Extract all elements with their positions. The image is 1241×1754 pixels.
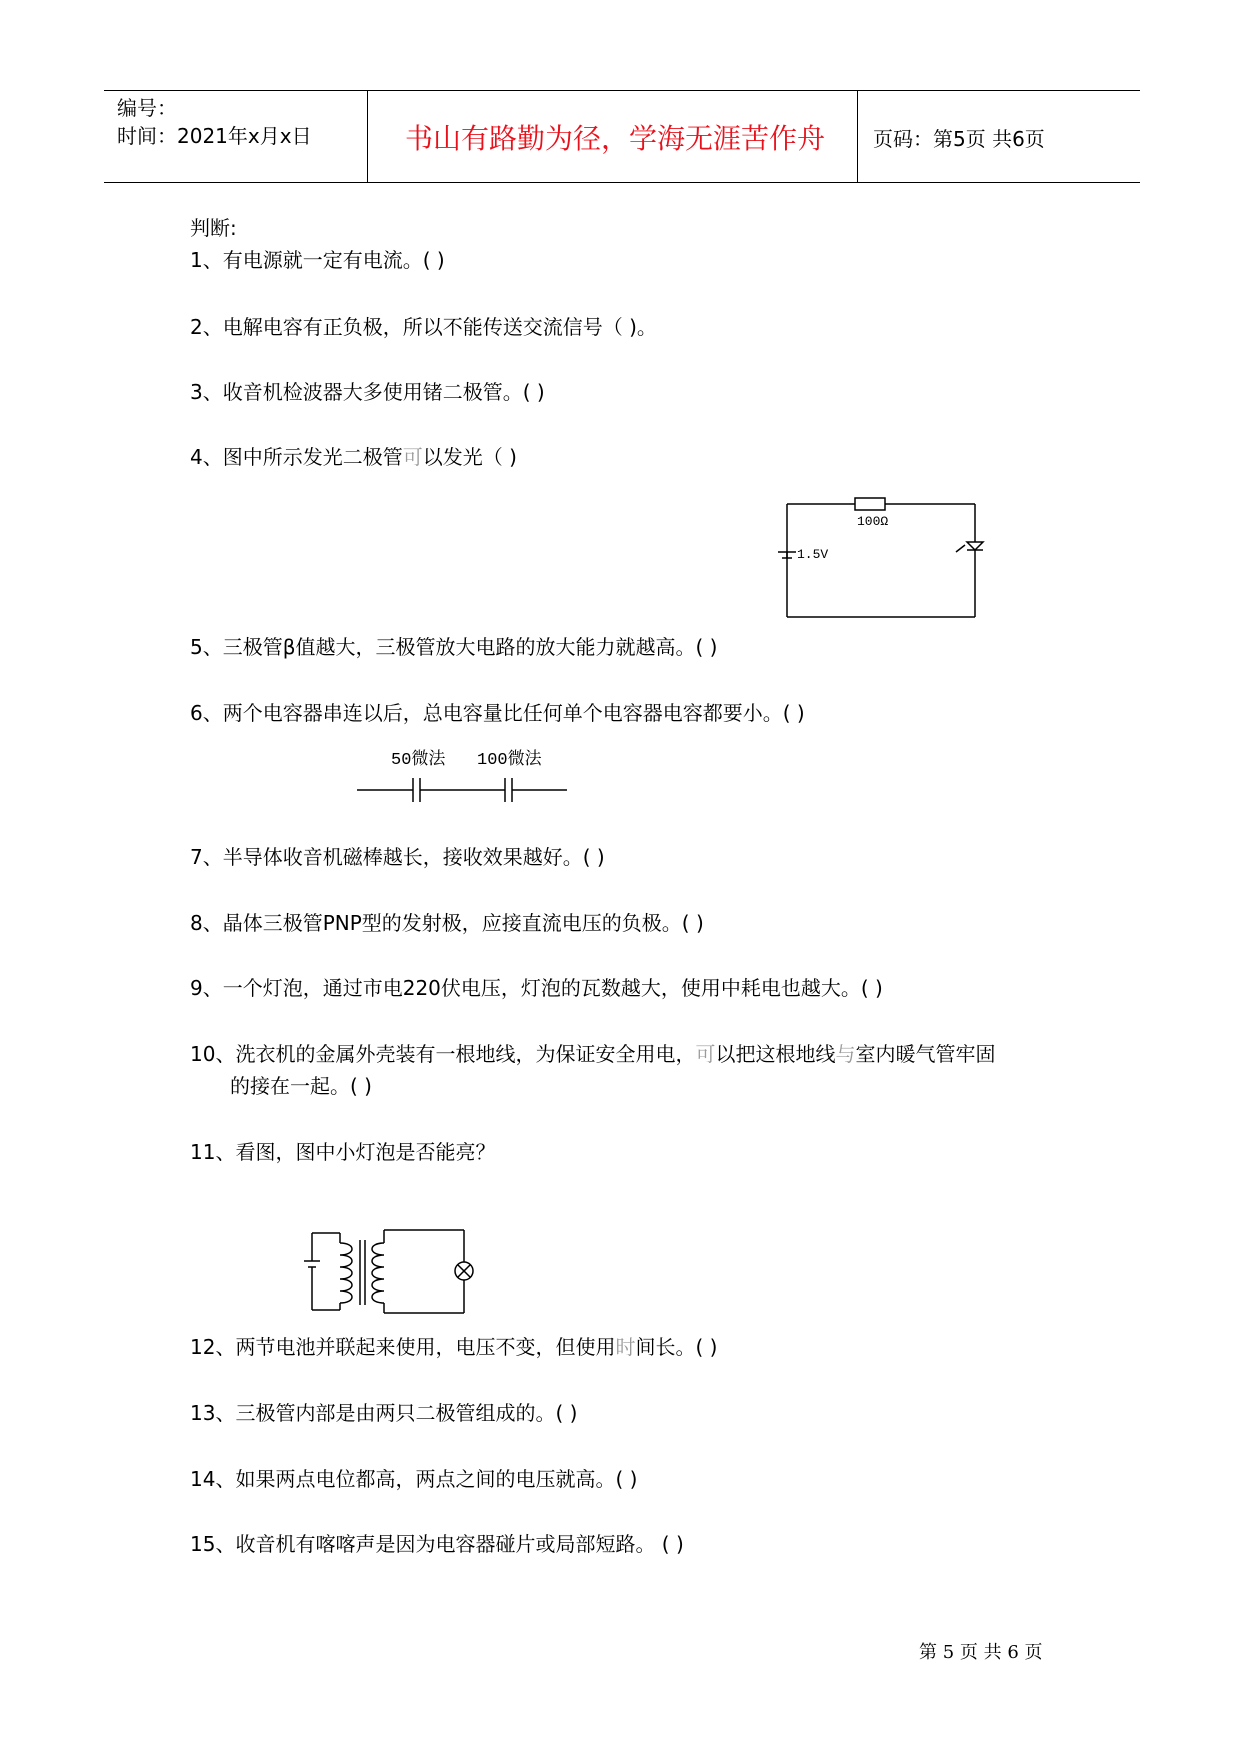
header-meta [117,94,312,150]
capacitor-2-label: 100微法 [477,751,542,770]
question-10-part-c: 室内暖气管牢固 [855,1042,996,1066]
question-4-part-b: 以发光（ ) [422,445,517,469]
question-14: 14、如果两点电位都高，两点之间的电压就高。( ) [190,1467,638,1491]
question-8: 8、晶体三极管PNP型的发射极，应接直流电压的负极。( ) [190,911,704,935]
header-time-label: 时间：2021年x月x日 [117,124,312,148]
question-5: 5、三极管β值越大，三极管放大电路的放大能力就越高。( ) [190,635,718,659]
question-10-gray-char-1: 可 [695,1042,716,1066]
battery-label: 1.5V [797,547,829,562]
question-3: 3、收音机检波器大多使用锗二极管。( ) [190,380,545,404]
header-page-info: 页码：第5页 共6页 [873,127,1045,151]
question-12-gray-char: 时 [615,1335,636,1359]
question-10-gray-char-2: 与 [835,1042,856,1066]
transformer-circuit-diagram [302,1225,487,1320]
page-footer: 第 5 页 共 6 页 [919,1642,1043,1663]
series-capacitors-diagram [357,745,577,800]
question-11: 11、看图，图中小灯泡是否能亮？ [190,1140,496,1164]
section-title: 判断: [190,216,237,240]
question-9: 9、一个灯泡，通过市电220伏电压，灯泡的瓦数越大，使用中耗电也越大。( ) [190,976,883,1000]
led-circuit-diagram [775,492,995,622]
header-bottom-rule [104,182,1140,183]
question-13: 13、三极管内部是由两只二极管组成的。( ) [190,1401,578,1425]
question-10-continuation: 的接在一起。( ) [230,1074,372,1098]
question-4-gray-char: 可 [402,445,423,469]
header-top-rule [104,90,1140,91]
question-10-part-b: 以把这根地线 [715,1042,836,1066]
question-6: 6、两个电容器串连以后，总电容量比任何单个电容器电容都要小。( ) [190,701,805,725]
question-4-part-a: 4、图中所示发光二极管 [190,445,403,469]
question-12 [190,1334,717,1360]
question-15: 15、收音机有喀喀声是因为电容器碰片或局部短路。 ( ) [190,1532,684,1556]
question-10 [190,1041,995,1067]
question-4 [190,444,517,470]
question-10-part-a: 10、洗衣机的金属外壳装有一根地线，为保证安全用电， [190,1042,696,1066]
resistor-label: 100Ω [857,514,889,529]
question-1: 1、有电源就一定有电流。( ) [190,248,445,272]
question-2: 2、电解电容有正负极，所以不能传送交流信号（ )。 [190,315,657,339]
header-motto: 书山有路勤为径，学海无涯苦作舟 [404,122,825,155]
header-number-label: 编号： [117,96,177,120]
question-12-part-b: 间长。( ) [635,1335,718,1359]
question-7: 7、半导体收音机磁棒越长，接收效果越好。( ) [190,845,605,869]
question-12-part-a: 12、两节电池并联起来使用，电压不变，但使用 [190,1335,616,1359]
header-divider-left [367,90,368,183]
capacitor-1-label: 50微法 [391,751,446,770]
